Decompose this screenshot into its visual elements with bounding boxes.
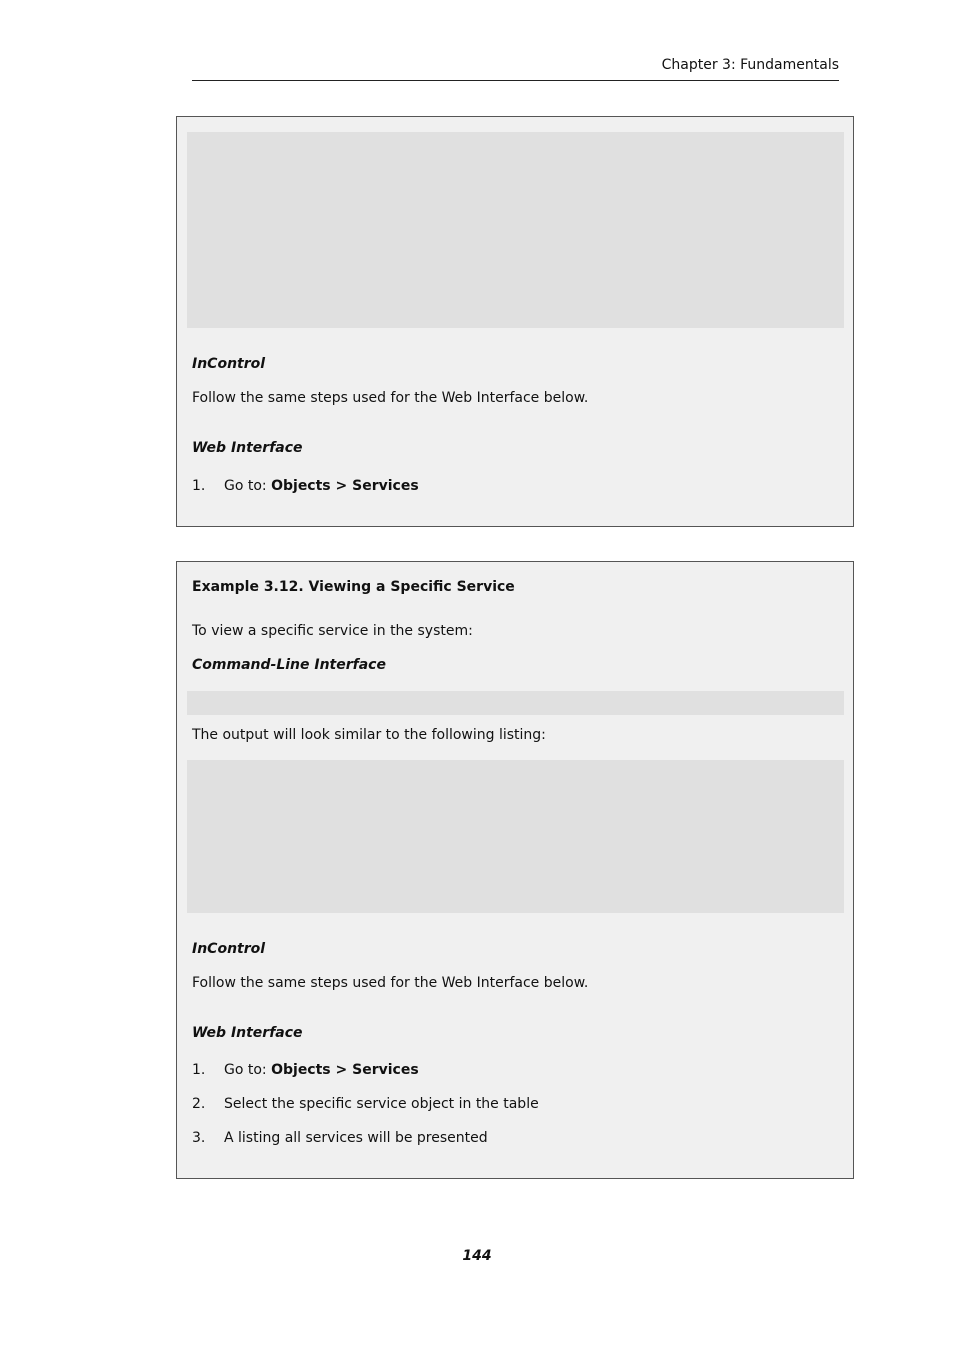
intro-text: To view a specific service in the system: [192, 623, 473, 639]
incontrol-heading: InControl [192, 356, 266, 372]
step-number: 1. [192, 1062, 206, 1078]
output-text: The output will look similar to the following listing: [192, 727, 546, 743]
step-prefix: Go to: [224, 1062, 272, 1078]
step-number: 1. [192, 478, 206, 494]
command-code-block [187, 691, 844, 715]
web-interface-heading: Web Interface [192, 440, 303, 456]
step-text [224, 477, 419, 495]
menu-path: Objects > Services [271, 478, 419, 494]
code-block [187, 132, 844, 328]
incontrol-text: Follow the same steps used for the Web Interface below. [192, 390, 589, 406]
chapter-title: Chapter 3: Fundamentals [661, 57, 839, 73]
menu-path: Objects > Services [271, 1062, 419, 1078]
web-interface-heading: Web Interface [192, 1025, 303, 1041]
example-box-1 [176, 116, 854, 527]
step-prefix: Go to: [224, 478, 272, 494]
incontrol-text: Follow the same steps used for the Web Interface below. [192, 975, 589, 991]
page-header [192, 56, 839, 81]
output-code-block [187, 760, 844, 913]
step-number: 2. [192, 1096, 206, 1112]
incontrol-heading: InControl [192, 941, 266, 957]
step-number: 3. [192, 1130, 206, 1146]
step-text: A listing all services will be presented [224, 1130, 488, 1146]
example-title: Example 3.12. Viewing a Specific Service [192, 579, 515, 595]
page-number: 144 [462, 1248, 492, 1264]
example-box-2 [176, 561, 854, 1179]
cli-heading: Command-Line Interface [192, 657, 386, 673]
step-text [224, 1061, 419, 1079]
step-text: Select the specific service object in the table [224, 1096, 539, 1112]
